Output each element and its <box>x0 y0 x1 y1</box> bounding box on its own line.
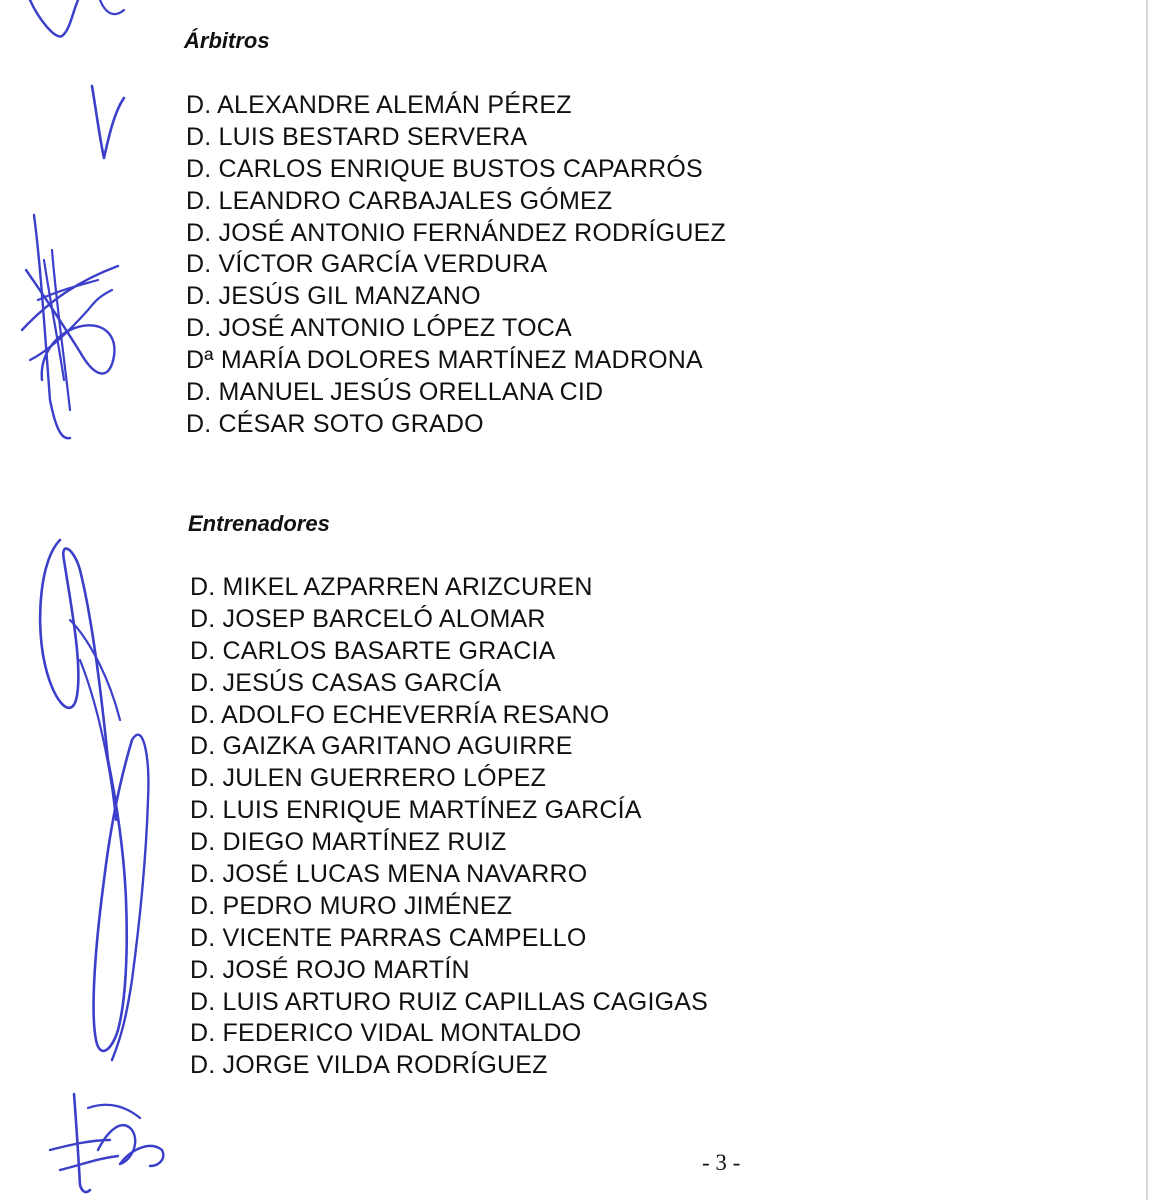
list-item: D. MIKEL AZPARREN ARIZCUREN <box>190 573 593 601</box>
list-item: D. CARLOS BASARTE GRACIA <box>190 636 556 665</box>
list-item: D. JORGE VILDA RODRÍGUEZ <box>190 1051 548 1080</box>
list-item: D. LEANDRO CARBAJALES GÓMEZ <box>186 186 613 215</box>
list-item: D. CARLOS ENRIQUE BUSTOS CAPARRÓS <box>186 154 703 183</box>
signature-v <box>92 86 124 158</box>
signature-loop-1 <box>40 540 108 760</box>
list-item: D. DIEGO MARTÍNEZ RUIZ <box>190 828 507 857</box>
list-item: D. GAIZKA GARITANO AGUIRRE <box>190 732 573 761</box>
list-item: D. LUIS ARTURO RUIZ CAPILLAS CAGIGAS <box>190 987 708 1016</box>
list-item: D. LUIS BESTARD SERVERA <box>186 122 528 151</box>
signature-bottom-4 <box>88 1105 140 1118</box>
section-heading-entrenadores: Entrenadores <box>188 511 330 536</box>
list-item: D. JOSÉ LUCAS MENA NAVARRO <box>190 860 588 889</box>
page-number: - 3 - <box>702 1150 741 1175</box>
list-item: D. JOSEP BARCELÓ ALOMAR <box>190 604 546 633</box>
signature-top-stroke <box>100 0 124 14</box>
arbitros-list <box>186 90 726 441</box>
signature-scribble-2 <box>26 270 114 380</box>
list-item: D. ALEXANDRE ALEMÁN PÉREZ <box>186 91 572 119</box>
list-item: Dª MARÍA DOLORES MARTÍNEZ MADRONA <box>186 346 703 375</box>
list-item: D. FEDERICO VIDAL MONTALDO <box>190 1019 582 1048</box>
list-item: D. PEDRO MURO JIMÉNEZ <box>190 891 513 920</box>
entrenadores-list <box>190 572 708 1082</box>
list-item: D. LUIS ENRIQUE MARTÍNEZ GARCÍA <box>190 796 642 825</box>
signature-top <box>30 0 78 36</box>
list-item: D. JULEN GUERRERO LÓPEZ <box>190 764 547 793</box>
section-heading-arbitros: Árbitros <box>184 28 270 53</box>
list-item: D. JESÚS CASAS GARCÍA <box>190 668 502 697</box>
list-item: D. VÍCTOR GARCÍA VERDURA <box>186 250 548 279</box>
list-item: D. MANUEL JESÚS ORELLANA CID <box>186 378 604 407</box>
signature-scribble-3 <box>22 266 118 330</box>
list-item: D. JOSÉ ANTONIO LÓPEZ TOCA <box>186 314 572 343</box>
list-item: D. CÉSAR SOTO GRADO <box>186 409 484 438</box>
list-item: D. JESÚS GIL MANZANO <box>186 282 481 311</box>
list-item: D. JOSÉ ROJO MARTÍN <box>190 955 470 984</box>
list-item: D. ADOLFO ECHEVERRÍA RESANO <box>190 700 610 729</box>
signature-bottom-2 <box>50 1140 118 1170</box>
list-item: D. VICENTE PARRAS CAMPELLO <box>190 923 587 952</box>
signature-loop-3 <box>112 735 148 1060</box>
signature-bottom-3 <box>98 1125 163 1166</box>
list-item: D. JOSÉ ANTONIO FERNÁNDEZ RODRÍGUEZ <box>186 218 726 247</box>
